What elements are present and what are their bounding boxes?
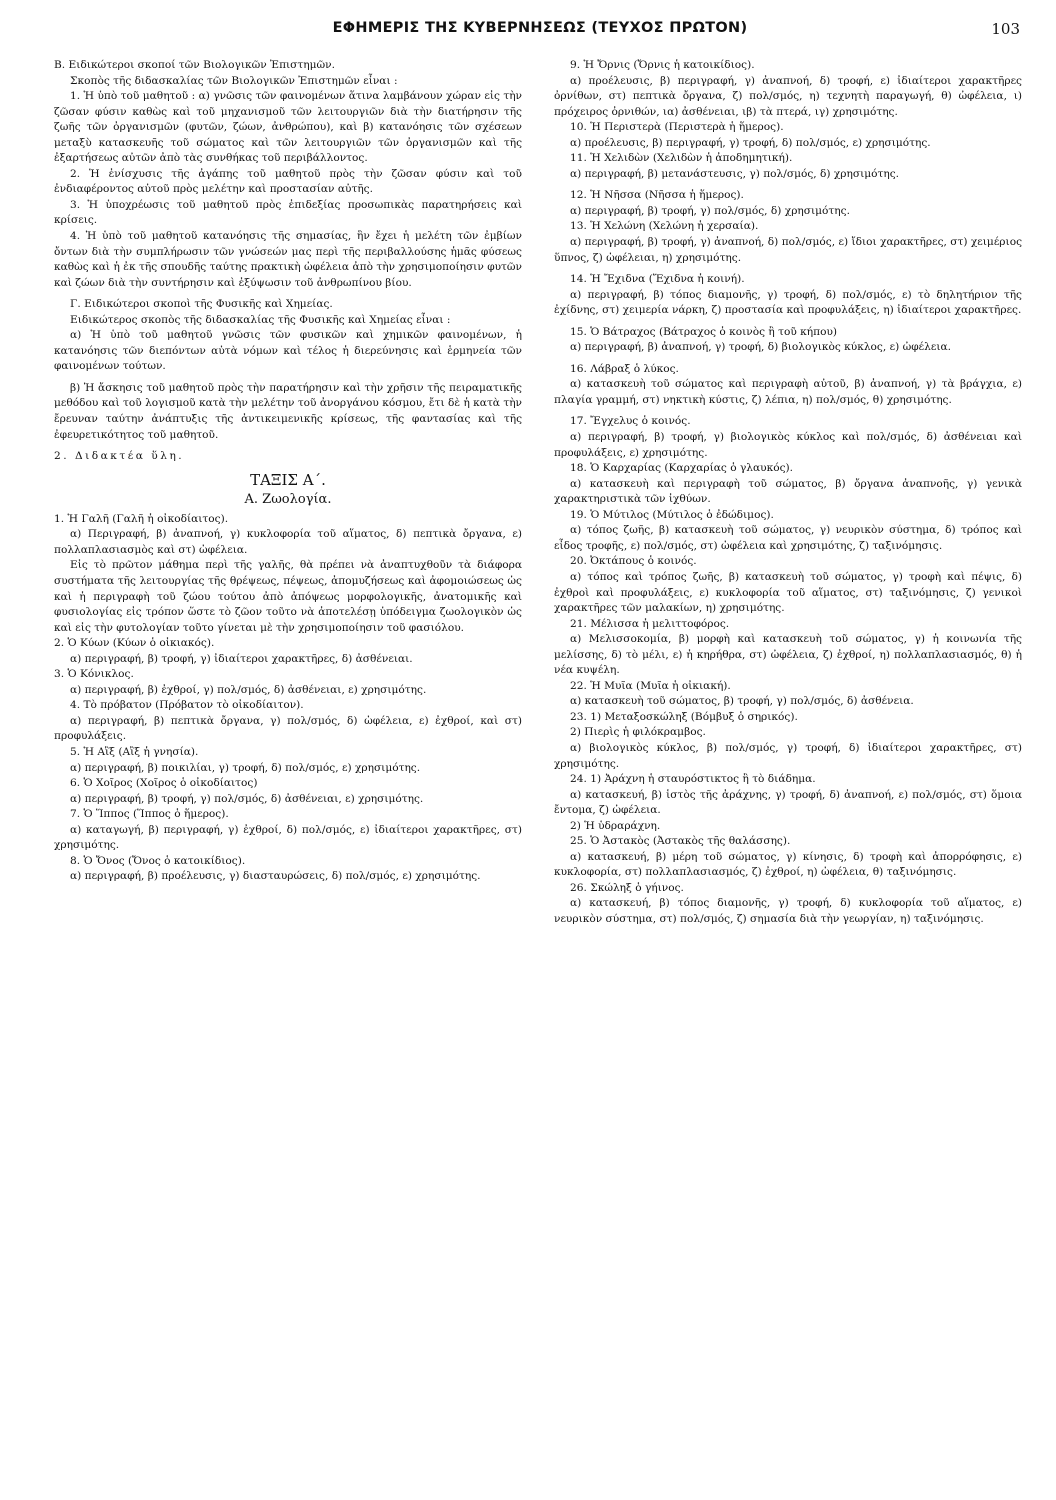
paragraph: 2) Πιερὶς ἡ φιλόκραμβος. (570, 726, 706, 739)
paragraph: Γ. Ειδικώτεροι σκοποὶ τῆς Φυσικῆς καὶ Χημείας. (70, 298, 333, 311)
paragraph: α) περιγραφή, β) ποικιλίαι, γ) τροφή, δ) πολ/σμός, ε) χρησιμότης. (70, 761, 421, 774)
paragraph: 1. Ἡ Γαλῆ (Γαλῆ ἡ οἰκοδίαιτος). (54, 512, 229, 525)
paragraph: α) περιγραφή, β) πεπτικὰ ὄργανα, γ) πολ/σμός, δ) ὠφέλεια, ε) ἐχθροί, καὶ στ) προφυλάξεις. (54, 714, 522, 743)
paragraph: 8. Ὁ Ὄνος (Ὄνος ὁ κατοικίδιος). (70, 854, 246, 867)
paragraph: α) περιγραφή, β) τροφή, γ) βιολογικὸς κύκλος καὶ πολ/σμός, δ) ἀσθένειαι καὶ προφυλάξεις, ε) χρησιμότης. (554, 431, 1022, 459)
paragraph: α) κατασκευή, β) τόπος διαμονῆς, γ) τροφή, δ) κυκλοφορία τοῦ αἵματος, ε) νευρικὸν σύστημα, στ) πολ/σμός, ζ) σημασία διὰ τὴν γεωργίαν, η) ταξινόμησις. (554, 897, 1022, 925)
paragraph: α) τόπος ζωῆς, β) κατασκευὴ τοῦ σώματος, γ) νευρικὸν σύστημα, δ) τρόπος καὶ εἶδος τροφῆς, ε) πολ/σμός, στ) ὠφέλεια καὶ χρησιμότης, ζ) ταξινόμησις. (554, 524, 1022, 552)
paragraph: 16. Λάβραξ ὁ λύκος. (570, 362, 679, 375)
paragraph: α) κατασκευή, β) ἱστὸς τῆς ἀράχνης, γ) τροφή, δ) ἀναπνοή, ε) πολ/σμός, στ) ὅμοια ἔντομα, ζ) ὠφέλεια. (554, 788, 1022, 817)
paragraph: 10. Ἡ Περιστερὰ (Περιστερὰ ἡ ἥμερος). (570, 121, 784, 134)
paragraph: α) κατασκευὴ καὶ περιγραφὴ τοῦ σώματος, β) ὄργανα ἀναπνοῆς, γ) γενικὰ χαρακτηριστικὰ τῶν ἰχθύων. (554, 477, 1022, 506)
paragraph: 1. Ἡ ὑπὸ τοῦ μαθητοῦ : α) γνῶσις τῶν φαινομένων ἅτινα λαμβάνουν χώραν εἰς τὴν ζῶσαν φύσιν καθὼς καὶ τοῦ μηχανισμοῦ τῶν λειτουργιῶν διὰ τὴν διατήρησιν τῆς ζωῆς τῶν ὀργανισμῶν (φυτῶν, ζώων, ἀνθρώπου), καὶ β) κατανόησις τῶν σχέσεων μεταξὺ κατασκευῆς τοῦ σώματος καὶ τῶν λειτουργιῶν τῶν ὀργανισμῶν καὶ τῆς ἐξαρτήσεως αὐτῶν ἀπὸ τὰς συνθήκας τοῦ περιβάλλοντος. (54, 90, 522, 165)
paragraph: 2. Διδακτέα ὕλη. (54, 450, 185, 463)
page-header (60, 10, 1020, 40)
paragraph: α) κατασκευή, β) μέρη τοῦ σώματος, γ) κίνησις, δ) τροφὴ καὶ ἀπορρόφησις, ε) κυκλοφορία, στ) πολλαπλασιασμός, ζ) ἐχθροί, η) ὠφέλεια, θ) ταξινόμησις. (554, 850, 1022, 879)
paragraph: 18. Ὁ Καρχαρίας (Καρχαρίας ὁ γλαυκός). (570, 462, 794, 475)
paragraph: 23. 1) Μεταξοσκώληξ (Βόμβυξ ὁ σηρικός). (570, 710, 798, 723)
paragraph: 20. Ὀκτάπους ὁ κοινός. (570, 555, 697, 568)
paragraph: β) Ἡ ἄσκησις τοῦ μαθητοῦ πρὸς τὴν παρατήρησιν καὶ τὴν χρῆσιν τῆς πειραματικῆς μεθόδου καὶ τοῦ λογισμοῦ κατὰ τὴν μελέτην τοῦ ἀνοργάνου κόσμου, ἔτι δὲ ἡ κατὰ τὴν ἔρευναν ταύτην ἀνάπτυξις τῆς ἀντικειμενικῆς κρίσεως, τῆς φαντασίας καὶ τῆς ἐφευρετικότητος τοῦ μαθητοῦ. (54, 381, 522, 441)
paragraph: α) Ἡ ὑπὸ τοῦ μαθητοῦ γνῶσις τῶν φυσικῶν καὶ χημικῶν φαινομένων, ἡ κατανόησις τῶν διεπόντων αὐτὰ νόμων καὶ τέλος ἡ διερεύνησις καὶ ἑρμηνεία τῶν φαινομένων τούτων. (54, 329, 522, 373)
paragraph: 12. Ἡ Νῆσσα (Νῆσσα ἡ ἥμερος). (570, 189, 744, 202)
paragraph: 4. Ἡ ὑπὸ τοῦ μαθητοῦ κατανόησις τῆς σημασίας, ἣν ἔχει ἡ μελέτη τῶν ἐμβίων ὄντων διὰ τὴν συμπλήρωσιν τῶν γνώσεών μας περὶ τῆς περιβαλλούσης ἡμᾶς φύσεως καθὼς καὶ ἡ ἐκ τῆς σπουδῆς ταύτης πρακτικὴ ὠφέλεια ἀπὸ τὴν χρησιμοποίησιν φυτῶν καὶ ζώων διὰ τὴν συντήρησιν καὶ ἐξύψωσιν τοῦ ἀνθρωπίνου βίου. (54, 230, 522, 289)
paragraph: 24. 1) Ἀράχνη ἡ σταυρόστικτος ἢ τὸ διάδημα. (570, 773, 816, 786)
left-column (54, 58, 522, 885)
right-column (554, 58, 1022, 928)
paragraph: α) τόπος καὶ τρόπος ζωῆς, β) κατασκευὴ τοῦ σώματος, γ) τροφὴ καὶ πέψις, δ) ἐχθροὶ καὶ προφυλάξεις, ε) κυκλοφορία τοῦ αἵματος, στ) ταξινόμησις, ζ) γενικοὶ χαρακτῆρες τῶν μαλακίων, η) χρησιμότης. (554, 570, 1022, 615)
paragraph: 25. Ὁ Ἀστακὸς (Ἀστακὸς τῆς θαλάσσης). (570, 835, 791, 848)
paragraph: 5. Ἡ Αἲξ (Αἲξ ἡ γνησία). (70, 745, 199, 758)
paragraph: α) περιγραφή, β) τόπος διαμονῆς, γ) τροφή, δ) πολ/σμός, ε) τὸ δηλητήριον τῆς ἐχίδνης, στ) χειμερία νάρκη, ζ) προστασία καὶ προφυλάξεις, η) ἰδιαίτεροι χαρακτῆρες. (554, 288, 1022, 317)
paragraph: 22. Ἡ Μυῖα (Μυῖα ἡ οἰκιακή). (570, 679, 731, 692)
gazette-title: ΕΦΗΜΕΡΙΣ ΤΗΣ ΚΥΒΕΡΝΗΣΕΩΣ (ΤΕΥΧΟΣ ΠΡΩΤΟΝ) (332, 20, 748, 36)
paragraph: Α. Ζωολογία. (244, 492, 332, 508)
paragraph: ΤΑΞΙΣ Α΄. (250, 470, 326, 489)
paragraph: 3. Ἡ ὑποχρέωσις τοῦ μαθητοῦ πρὸς ἐπιδεξίας προσωπικὰς παρατηρήσεις καὶ κρίσεις. (54, 198, 522, 227)
paragraph: 6. Ὁ Χοῖρος (Χοῖρος ὁ οἰκοδίαιτος) (70, 777, 258, 790)
paragraph: 2. Ὁ Κύων (Κύων ὁ οἰκιακός). (54, 637, 215, 650)
paragraph: 17. Ἔγχελυς ὁ κοινός. (570, 415, 691, 428)
paragraph: α) περιγραφή, β) μετανάστευσις, γ) πολ/σμός, δ) χρησιμότης. (570, 167, 900, 180)
paragraph: 7. Ὁ Ἵππος (Ἵππος ὁ ἥμερος). (70, 808, 229, 821)
page-number: 103 (991, 20, 1020, 38)
paragraph: 4. Τὸ πρόβατον (Πρόβατον τὸ οἰκοδίαιτον). (70, 699, 304, 712)
paragraph: α) περιγραφή, β) τροφή, γ) πολ/σμός, δ) χρησιμότης. (570, 204, 850, 217)
paragraph: 11. Ἡ Χελιδὼν (Χελιδὼν ἡ ἀποδημητική). (570, 152, 793, 165)
paragraph: α) κατασκευὴ τοῦ σώματος, β) τροφή, γ) πολ/σμός, δ) ἀσθένεια. (570, 695, 914, 708)
paragraph: 2. Ἡ ἐνίσχυσις τῆς ἀγάπης τοῦ μαθητοῦ πρὸς τὴν ζῶσαν φύσιν καὶ τοῦ ἐνδιαφέροντος αὐτοῦ πρὸς μελέτην καὶ προστασίαν αὐτῆς. (54, 167, 522, 196)
paragraph: Σκοπὸς τῆς διδασκαλίας τῶν Βιολογικῶν Ἐπιστημῶν εἶναι : (70, 74, 398, 87)
paragraph: α) βιολογικὸς κύκλος, β) πολ/σμός, γ) τροφή, δ) ἰδιαίτεροι χαρακτῆρες, στ) χρησιμότης. (554, 741, 1022, 770)
paragraph: α) Περιγραφή, β) ἀναπνοή, γ) κυκλοφορία τοῦ αἵματος, δ) πεπτικὰ ὄργανα, ε) πολλαπλασιασμὸς καὶ στ) ὠφέλεια. (54, 528, 522, 556)
paragraph: α) περιγραφή, β) τροφή, γ) ἀναπνοή, δ) πολ/σμός, ε) ἴδιοι χαρακτῆρες, στ) χειμέριος ὕπνος, ζ) ὠφέλειαι, η) χρησιμότης. (554, 236, 1022, 264)
paragraph: α) περιγραφή, β) τροφή, γ) ἰδιαίτεροι χαρακτῆρες, δ) ἀσθένειαι. (70, 652, 413, 665)
paragraph: 2) Ἡ ὑδραράχνη. (570, 819, 661, 832)
paragraph: 9. Ἡ Ὄρνις (Ὄρνις ἡ κατοικίδιος). (570, 59, 755, 71)
paragraph: 26. Σκώληξ ὁ γήινος. (570, 881, 684, 894)
paragraph: α) κατασκευὴ τοῦ σώματος καὶ περιγραφὴ αὐτοῦ, β) ἀναπνοή, γ) τὰ βράγχια, ε) πλαγία γραμμή, στ) νηκτικὴ κύστις, ζ) λέπια, η) πολ/σμός, θ) χρησιμότης. (554, 378, 1022, 406)
paragraph: 14. Ἡ Ἔχιδνα (Ἔχιδνα ἡ κοινή). (570, 273, 745, 286)
paragraph: Ειδικώτερος σκοπὸς τῆς διδασκαλίας τῆς Φυσικῆς καὶ Χημείας εἶναι : (70, 313, 451, 326)
paragraph: α) περιγραφή, β) προέλευσις, γ) διασταυρώσεις, δ) πολ/σμός, ε) χρησιμότης. (70, 870, 481, 883)
paragraph: 15. Ὁ Βάτραχος (Βάτραχος ὁ κοινὸς ἢ τοῦ κήπου) (570, 325, 838, 338)
paragraph: α) Μελισσοκομία, β) μορφὴ καὶ κατασκευὴ τοῦ σώματος, γ) ἡ κοινωνία τῆς μελίσσης, δ) τὸ μέλι, ε) ἡ κηρήθρα, στ) ὠφέλεια, ζ) ἐχθροί, η) πολλαπλασιασμός, θ) ἡ νέα κυψέλη. (554, 633, 1022, 677)
paragraph: α) προέλευσις, β) περιγραφή, γ) ἀναπνοή, δ) τροφή, ε) ἰδιαίτεροι χαρακτῆρες ὀρνίθων, στ) πεπτικὰ ὄργανα, ζ) πολ/σμός, η) τεχνητὴ παραγωγή, θ) ὠφέλεια, ι) πρόχειρος ὀρνιθών, ια) ἀσθένειαι, ιβ) τὰ πτερά, ιγ) χρησιμότης. (554, 74, 1022, 118)
paragraph: 21. Μέλισσα ἡ μελιττοφόρος. (570, 617, 730, 630)
paragraph: α) περιγραφή, β) ἀναπνοή, γ) τροφή, δ) βιολογικὸς κύκλος, ε) ὠφέλεια. (570, 341, 951, 354)
paragraph: 3. Ὁ Κόνικλος. (54, 668, 134, 681)
paragraph: Β. Ειδικώτεροι σκοποί τῶν Βιολογικῶν Ἐπιστημῶν. (54, 59, 335, 71)
paragraph: 19. Ὁ Μύτιλος (Μύτιλος ὁ ἐδώδιμος). (570, 508, 774, 521)
paragraph: α) καταγωγή, β) περιγραφή, γ) ἐχθροί, δ) πολ/σμός, ε) ἰδιαίτεροι χαρακτῆρες, στ) χρησιμότης. (54, 823, 522, 852)
paragraph: α) περιγραφή, β) ἐχθροί, γ) πολ/σμός, δ) ἀσθένειαι, ε) χρησιμότης. (70, 683, 427, 696)
paragraph: α) προέλευσις, β) περιγραφή, γ) τροφή, δ) πολ/σμός, ε) χρησιμότης. (570, 136, 931, 149)
paragraph: 13. Ἡ Χελώνη (Χελώνη ἡ χερσαία). (570, 220, 759, 233)
paragraph: α) περιγραφή, β) τροφή, γ) πολ/σμός, δ) ἀσθένειαι, ε) χρησιμότης. (70, 792, 424, 805)
paragraph: Εἰς τὸ πρῶτον μάθημα περὶ τῆς γαλῆς, θὰ πρέπει νὰ ἀναπτυχθοῦν τὰ διάφορα συστήματα τῆς λειτουργίας τῆς θρέψεως, πέψεως, ἀπομυζήσεως καὶ ἀφομοιώσεως ὡς καὶ ἡ περιγραφὴ τοῦ ζώου τούτου ἀπὸ ἀπόψεως μορφολογικῆς, ἀνατομικῆς καὶ φυσιολογίας εἰς τρόπον ὥστε τὸ ζῶον τοῦτο νὰ ἀποτελέσῃ ὑπόδειγμα ζωολογικὸν ὡς καὶ εἰς τὴν φυτολογίαν τοῦτο γίνεται μὲ τὴν χρησιμοποίησιν τοῦ φασιόλου. (54, 559, 522, 634)
